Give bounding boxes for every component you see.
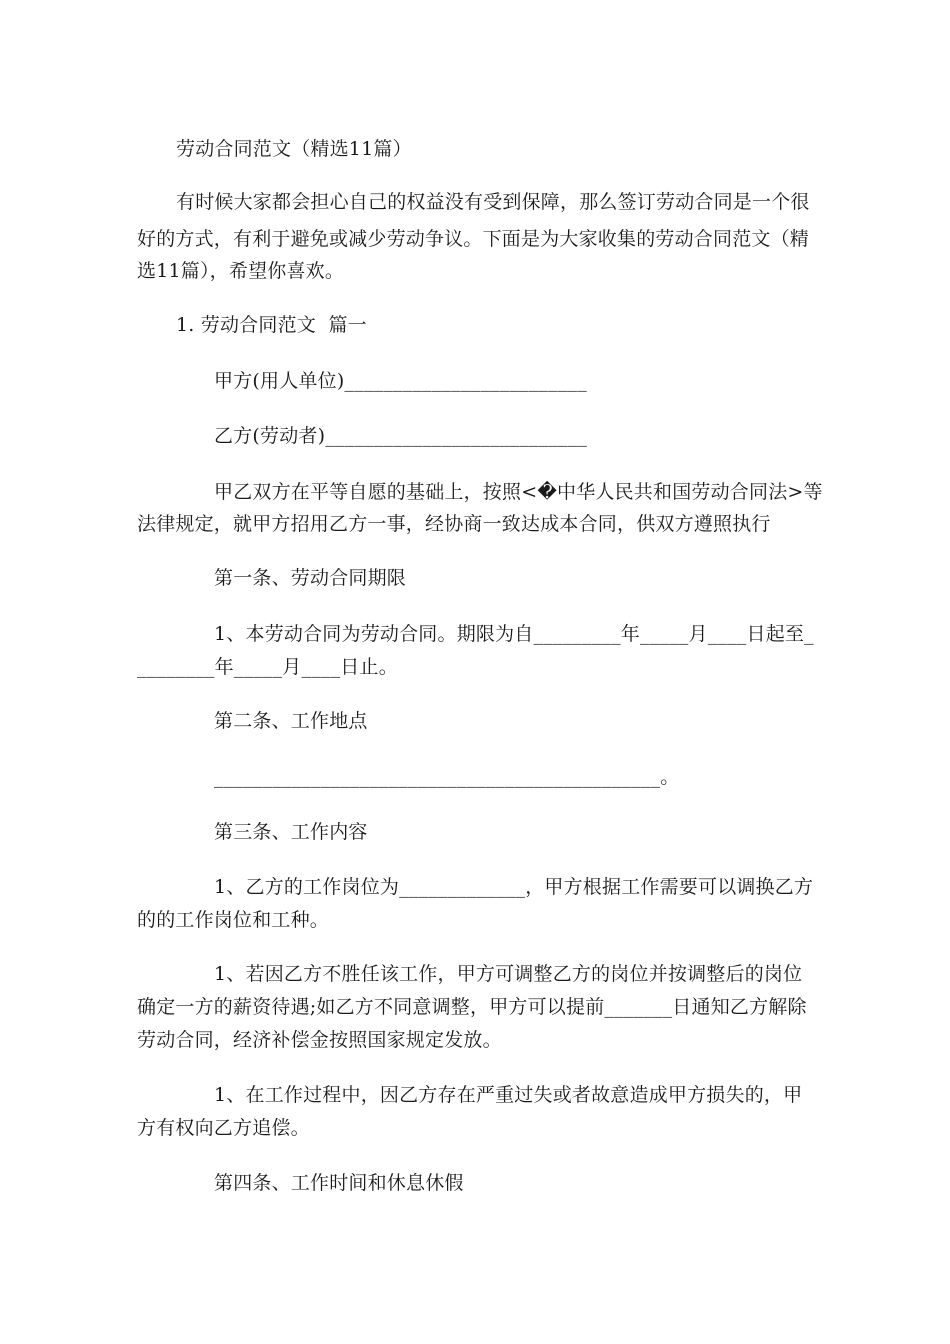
article-1-title: 第一条、劳动合同期限: [214, 567, 407, 589]
article-2-title: 第二条、工作地点: [214, 710, 368, 732]
article-1-clause-line-1: 1、本劳动合同为劳动合同。期限为自_________年_____月____日起至_: [214, 623, 814, 645]
article-3-clause-2-line-2: 确定一方的薪资待遇;如乙方不同意调整，甲方可以提前_______日通知乙方解除: [137, 996, 807, 1018]
article-3-clause-2-line-1: 1、若因乙方不胜任该工作，甲方可调整乙方的岗位并按调整后的岗位: [214, 963, 803, 985]
article-3-clause-1-line-1: 1、乙方的工作岗位为_____________，甲方根据工作需要可以调换乙方: [214, 876, 814, 898]
article-2-location-blank: ______________________________________________。: [214, 766, 680, 788]
article-3-title: 第三条、工作内容: [214, 821, 368, 843]
article-3-clause-1-line-2: 的的工作岗位和工种。: [137, 909, 330, 931]
article-3-clause-2-line-3: 劳动合同，经济补偿金按照国家规定发放。: [137, 1029, 502, 1051]
intro-line-1: 有时候大家都会担心自己的权益没有受到保障，那么签订劳动合同是一个很: [176, 191, 810, 213]
party-b-line: 乙方(劳动者)___________________________: [214, 425, 588, 447]
intro-line-3: 选11篇），希望你喜欢。: [137, 260, 345, 282]
party-a-line: 甲方(用人单位)_________________________: [214, 370, 587, 392]
preamble-line-2: 法律规定，就甲方招用乙方一事，经协商一致达成本合同，供双方遵照执行: [137, 513, 771, 535]
article-1-clause-line-2: ________年_____月____日止。: [137, 656, 398, 678]
article-3-clause-3-line-1: 1、在工作过程中，因乙方存在严重过失或者故意造成甲方损失的，甲: [214, 1084, 803, 1106]
document-title: 劳动合同范文（精选11篇）: [176, 138, 412, 160]
intro-line-2: 好的方式，有利于避免或减少劳动争议。下面是为大家收集的劳动合同范文（精: [137, 228, 810, 250]
article-3-clause-3-line-2: 方有权向乙方追偿。: [137, 1117, 310, 1139]
section-heading: 1. 劳动合同范文 篇一: [176, 314, 367, 336]
article-4-title: 第四条、工作时间和休息休假: [214, 1172, 464, 1194]
preamble-line-1: 甲乙双方在平等自愿的基础上，按照<�中华人民共和国劳动合同法>等: [214, 481, 823, 503]
